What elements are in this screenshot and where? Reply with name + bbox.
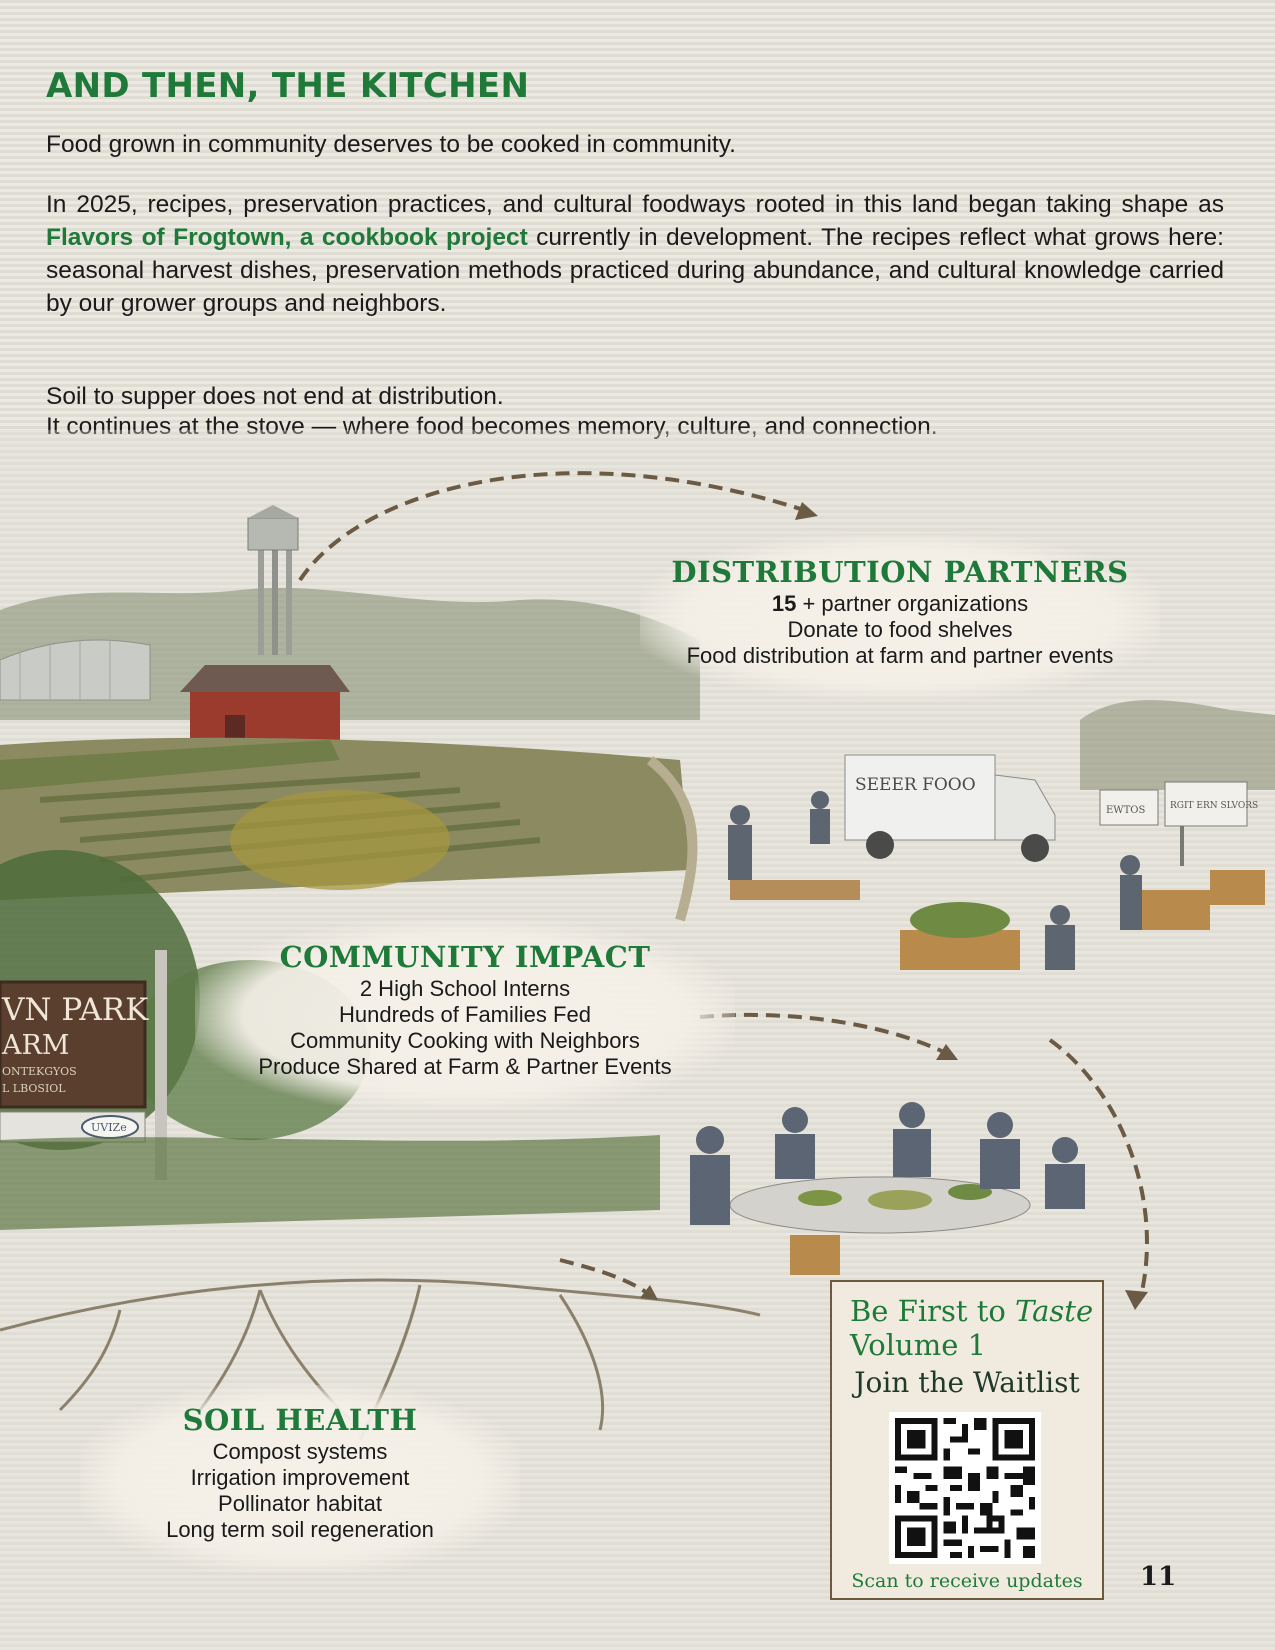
community-item: Community Cooking with Neighbors xyxy=(290,1028,640,1053)
page-number: 11 xyxy=(1140,1562,1177,1592)
join-waitlist-label: Join the Waitlist xyxy=(854,1366,1080,1399)
distribution-title: DISTRIBUTION PARTNERS xyxy=(671,555,1129,589)
soil-item: Long term soil regeneration xyxy=(166,1517,434,1542)
waitlist-title-italic: Taste xyxy=(1015,1294,1094,1328)
closing-line-1: Soil to supper does not end at distribution. xyxy=(46,383,504,410)
distribution-partners-callout xyxy=(640,535,1160,699)
soil-title: SOIL HEALTH xyxy=(182,1403,418,1437)
waitlist-title xyxy=(850,1294,1093,1362)
farm-sign-badge: UVIZe xyxy=(91,1121,127,1134)
qr-code[interactable] xyxy=(889,1412,1041,1564)
paragraph-text-start: In 2025, recipes, preservation practices, and cultural foodways rooted in this land began taking shape as xyxy=(46,191,1224,218)
sign-small-1-text: EWTOS xyxy=(1106,805,1146,816)
soil-item: Pollinator habitat xyxy=(218,1491,382,1516)
waitlist-title-prefix: Be First to xyxy=(850,1294,1016,1328)
sign-small-2-text: RGIT ERN SLVORS xyxy=(1170,801,1259,811)
closing-line-2: It continues at the stove — where food becomes memory, culture, and connection. xyxy=(46,413,938,440)
page-heading: AND THEN, THE KITCHEN xyxy=(46,66,530,106)
farm-sign-line-2: ARM xyxy=(2,1030,70,1061)
scan-instruction: Scan to receive updates xyxy=(851,1570,1083,1592)
truck-label: SEEER FOOO xyxy=(855,775,976,795)
farm-sign-line-1: VN PARK xyxy=(2,992,149,1028)
cookbook-project-highlight: Flavors of Frogtown, a cookbook project xyxy=(46,224,528,251)
soil-item: Compost systems xyxy=(212,1439,388,1464)
community-item: Hundreds of Families Fed xyxy=(339,1002,591,1027)
partner-count-line xyxy=(660,591,1140,617)
community-impact-callout xyxy=(195,920,735,1110)
partner-count: 15 xyxy=(771,591,797,616)
intro-text: Food grown in community deserves to be cooked in community. xyxy=(46,131,736,158)
community-item: Produce Shared at Farm & Partner Events xyxy=(258,1054,672,1079)
cookbook-paragraph xyxy=(46,188,1224,320)
paragraph-text-end: currently in development. The recipes reflect what grows here: seasonal harvest dishes, preservation methods practiced during abundance, and cultural knowledge carried by our grower groups and neighbors. xyxy=(46,224,1224,317)
waitlist-title-volume: Volume 1 xyxy=(850,1328,987,1362)
red-barn xyxy=(180,665,350,745)
community-title: COMMUNITY IMPACT xyxy=(279,940,651,974)
waitlist-box xyxy=(830,1280,1104,1600)
partner-count-text: + partner organizations xyxy=(796,591,1029,616)
soil-item: Irrigation improvement xyxy=(190,1465,410,1490)
farm-sign-line-4: L LBOSIOL xyxy=(2,1082,66,1095)
soil-health-callout xyxy=(80,1385,520,1573)
distribution-line-3: Food distribution at farm and partner events xyxy=(686,643,1114,668)
distribution-line-2: Donate to food shelves xyxy=(787,617,1013,642)
farm-sign-line-3: ONTEKGYOS xyxy=(2,1065,77,1078)
community-item: 2 High School Interns xyxy=(359,976,571,1001)
